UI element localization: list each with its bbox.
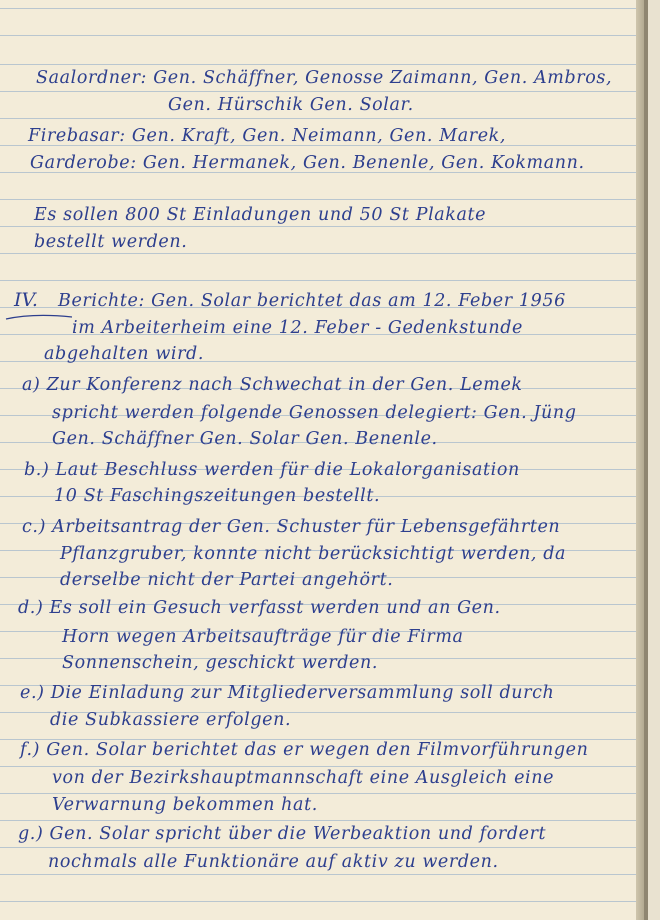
handwritten-line-14: 10 St Faschingszeitungen bestellt. [54, 486, 381, 506]
handwritten-line-16: Pflanzgruber, konnte nicht berücksichtigt werden, da [60, 544, 567, 564]
handwritten-line-22: die Subkassiere erfolgen. [50, 710, 292, 730]
handwritten-line-17: derselbe nicht der Partei angehört. [60, 570, 394, 590]
page-binding-shadow [644, 0, 648, 920]
handwritten-line-6: bestellt werden. [34, 232, 188, 252]
handwritten-line-2: Gen. Hürschik Gen. Solar. [168, 95, 414, 115]
handwritten-line-13: b.) Laut Beschluss werden für die Lokalorganisation [24, 460, 520, 480]
handwritten-line-24: von der Bezirkshauptmannschaft eine Ausgleich eine [52, 768, 555, 788]
handwritten-line-1: Saalordner: Gen. Schäffner, Genosse Zaimann, Gen. Ambros, [36, 68, 613, 88]
handwritten-line-5: Es sollen 800 St Einladungen und 50 St Plakate [34, 205, 487, 225]
handwritten-line-19: Horn wegen Arbeitsaufträge für die Firma [62, 627, 464, 647]
handwritten-line-12: Gen. Schäffner Gen. Solar Gen. Benenle. [52, 429, 438, 449]
handwritten-line-27: nochmals alle Funktionäre auf aktiv zu werden. [48, 852, 499, 872]
handwritten-line-10: a) Zur Konferenz nach Schwechat in der Gen. Lemek [22, 375, 523, 395]
section-underline [4, 311, 74, 323]
handwritten-line-8: im Arbeiterheim eine 12. Feber - Gedenkstunde [72, 318, 523, 338]
handwritten-line-9: abgehalten wird. [44, 344, 205, 364]
handwritten-line-11: spricht werden folgende Genossen delegiert: Gen. Jüng [52, 403, 577, 423]
section-numeral: IV. [14, 289, 38, 311]
handwritten-line-15: c.) Arbeitsantrag der Gen. Schuster für Lebensgefährten [22, 517, 561, 537]
handwritten-line-18: d.) Es soll ein Gesuch verfasst werden und an Gen. [18, 598, 501, 618]
handwritten-line-25: Verwarnung bekommen hat. [52, 795, 318, 815]
handwritten-line-4: Garderobe: Gen. Hermanek, Gen. Benenle, Gen. Kokmann. [30, 153, 585, 173]
handwritten-line-3: Firebasar: Gen. Kraft, Gen. Neimann, Gen. Marek, [28, 126, 507, 146]
handwritten-line-23: f.) Gen. Solar berichtet das er wegen den Filmvorführungen [20, 740, 589, 760]
handwritten-line-7: Berichte: Gen. Solar berichtet das am 12. Feber 1956 [58, 291, 566, 311]
handwritten-line-26: g.) Gen. Solar spricht über die Werbeaktion und fordert [18, 824, 547, 844]
handwritten-line-21: e.) Die Einladung zur Mitgliederversammlung soll durch [20, 683, 555, 703]
handwritten-line-20: Sonnenschein, geschickt werden. [62, 653, 378, 673]
